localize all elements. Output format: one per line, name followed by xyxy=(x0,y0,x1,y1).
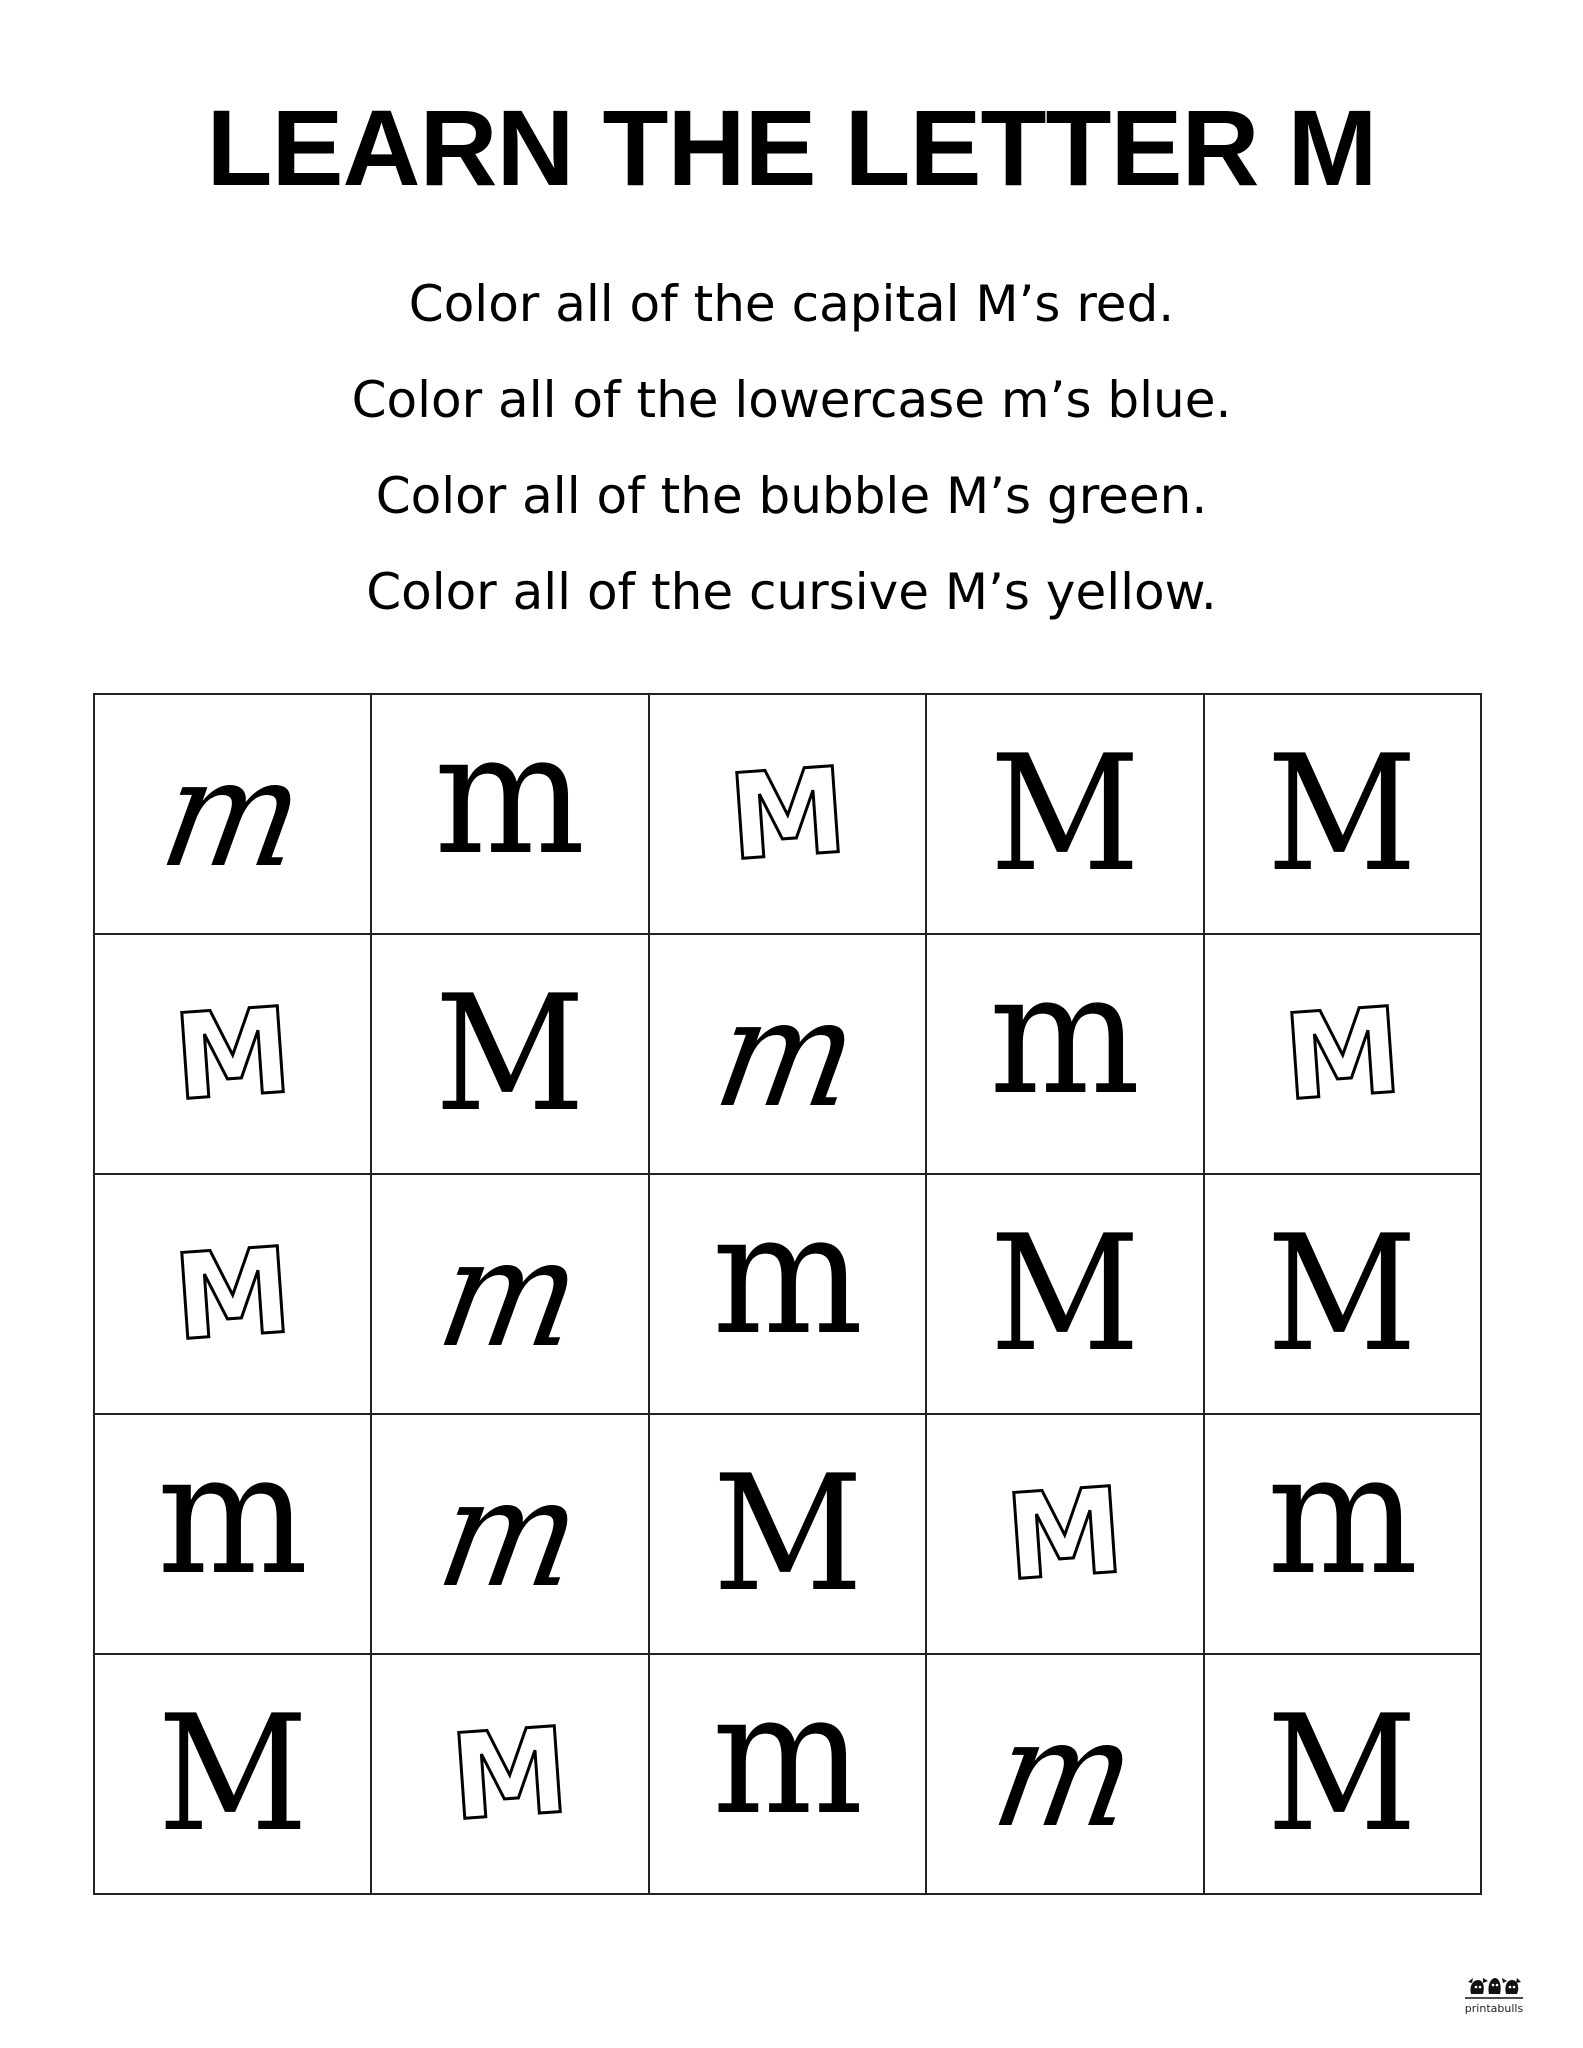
capital-letter-m: M xyxy=(1266,1200,1418,1387)
lowercase-letter-m: m xyxy=(434,696,586,892)
grid-cell-r3-c1 xyxy=(95,1175,372,1415)
grid-cell-r5-c4 xyxy=(927,1655,1204,1895)
grid-cell-r4-c1 xyxy=(95,1415,372,1655)
capital-letter-m: M xyxy=(989,1200,1141,1387)
grid-cell-r3-c5 xyxy=(1205,1175,1482,1415)
lowercase-letter-m: m xyxy=(711,1656,864,1852)
grid-cell-r4-c2 xyxy=(372,1415,649,1655)
printabulls-logo xyxy=(1457,1972,1531,2022)
instruction-lowercase: Color all of the lowercase m’s blue. xyxy=(351,371,1232,429)
capital-letter-m: M xyxy=(434,960,586,1147)
instruction-bubble: Color all of the bubble M’s green. xyxy=(375,467,1208,525)
grid-cell-r1-c1 xyxy=(95,695,372,935)
capital-letter-m: M xyxy=(1266,1680,1418,1867)
grid-cell-r5-c1 xyxy=(95,1655,372,1895)
grid-cell-r5-c2 xyxy=(372,1655,649,1895)
bubble-letter-m: M xyxy=(446,1701,574,1847)
bubble-letter-m: M xyxy=(1001,1461,1129,1607)
capital-letter-m: M xyxy=(1266,720,1418,907)
grid-cell-r4-c4 xyxy=(927,1415,1204,1655)
cursive-letter-m: m xyxy=(149,727,316,901)
instructions-list xyxy=(0,256,1583,640)
cursive-letter-m: m xyxy=(427,1207,594,1381)
grid-cell-r1-c3 xyxy=(650,695,927,935)
grid-cell-r3-c3 xyxy=(650,1175,927,1415)
grid-cell-r3-c4 xyxy=(927,1175,1204,1415)
capital-letter-m: M xyxy=(712,1440,863,1627)
instruction-capital: Color all of the capital M’s red. xyxy=(408,275,1175,333)
cursive-letter-m: m xyxy=(427,1447,594,1621)
grid-cell-r1-c4 xyxy=(927,695,1204,935)
grid-cell-r1-c2 xyxy=(372,695,649,935)
lowercase-letter-m: m xyxy=(989,936,1141,1132)
grid-cell-r2-c3 xyxy=(650,935,927,1175)
logo-text: printabulls xyxy=(1464,2002,1524,2015)
cursive-letter-m: m xyxy=(704,967,871,1141)
instruction-cursive: Color all of the cursive M’s yellow. xyxy=(366,563,1217,621)
grid-cell-r2-c1 xyxy=(95,935,372,1175)
letter-grid xyxy=(93,693,1482,1895)
lowercase-letter-m: m xyxy=(157,1416,309,1612)
page-title: LEARN THE LETTER M xyxy=(206,87,1377,208)
capital-letter-m: M xyxy=(989,720,1141,907)
bulls-icon xyxy=(1465,1972,1523,2002)
bubble-letter-m: M xyxy=(1278,981,1406,1127)
cursive-letter-m: m xyxy=(981,1687,1148,1861)
grid-cell-r5-c5 xyxy=(1205,1655,1482,1895)
capital-letter-m: M xyxy=(157,1680,309,1867)
grid-cell-r4-c5 xyxy=(1205,1415,1482,1655)
grid-cell-r2-c4 xyxy=(927,935,1204,1175)
bubble-letter-m: M xyxy=(169,1221,297,1367)
grid-cell-r4-c3 xyxy=(650,1415,927,1655)
grid-cell-r3-c2 xyxy=(372,1175,649,1415)
bubble-letter-m: M xyxy=(724,741,851,887)
grid-cell-r2-c2 xyxy=(372,935,649,1175)
lowercase-letter-m: m xyxy=(1266,1416,1418,1612)
lowercase-letter-m: m xyxy=(711,1176,864,1372)
grid-cell-r1-c5 xyxy=(1205,695,1482,935)
grid-cell-r5-c3 xyxy=(650,1655,927,1895)
grid-cell-r2-c5 xyxy=(1205,935,1482,1175)
bubble-letter-m: M xyxy=(169,981,297,1127)
